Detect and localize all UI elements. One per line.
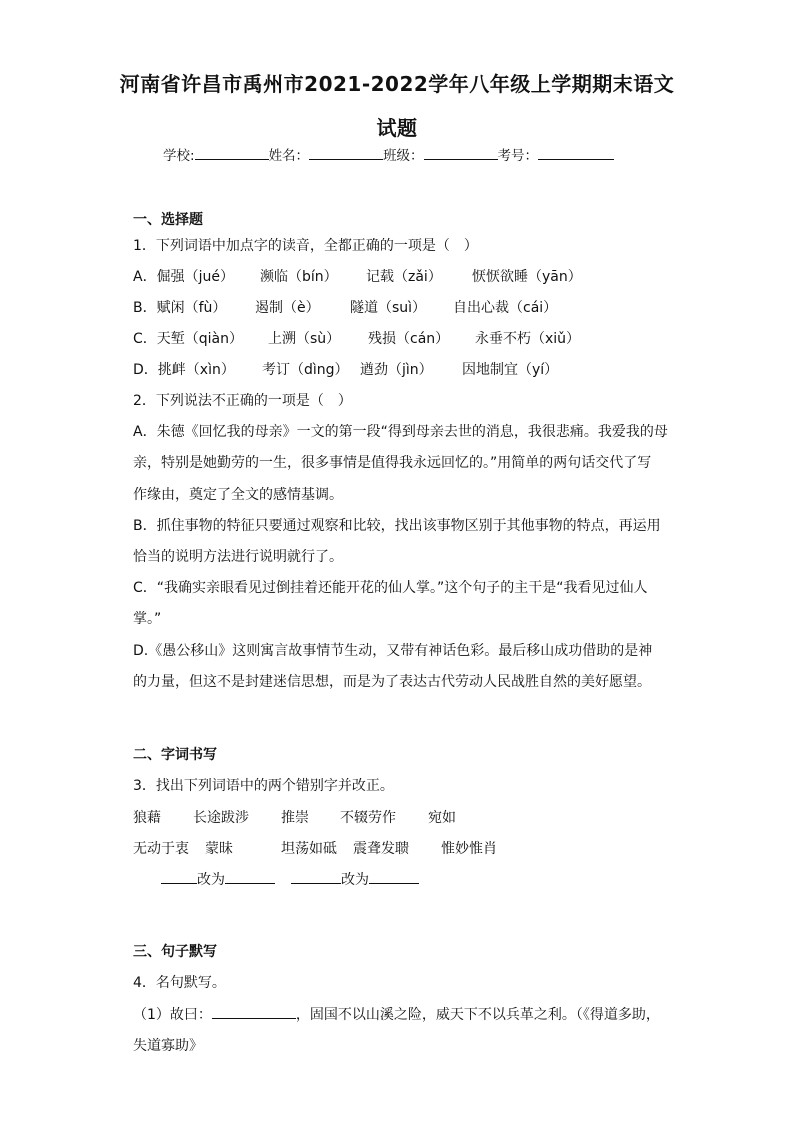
correct-char-field-1[interactable] (225, 869, 275, 884)
option-b-3: 隧道（suì） (350, 300, 427, 316)
word-item: 长途跋涉 (193, 810, 249, 826)
word-item: 不辍劳作 (340, 810, 396, 826)
option-d-4: 因地制宜（yí） (462, 362, 559, 378)
option-c-1: C．天堑（qiàn） (133, 331, 244, 347)
q2-option-b: B．抓住事物的特征只要通过观察和比较，找出该事物区别于其他事物的特点，再运用 (133, 518, 661, 534)
name-field[interactable] (309, 145, 383, 160)
word-item: 狼藉 (133, 810, 161, 826)
word-item: 宛如 (428, 810, 456, 826)
change-to-label: 改为 (197, 872, 225, 888)
class-field[interactable] (424, 145, 498, 160)
option-b-2: 遏制（è） (255, 300, 320, 316)
option-a-1: A．倔强（jué） (133, 269, 234, 285)
q2-option-d: D.《愚公移山》这则寓言故事情节生动，又带有神话色彩。最后移山成功借助的是神 (133, 643, 653, 659)
option-b-1: B．赋闲（fù） (133, 300, 227, 316)
question-stem: 4．名句默写。 (133, 975, 226, 991)
class-label: 班级： (383, 148, 424, 164)
word-item: 蒙昧 (205, 841, 233, 857)
answer-field-1[interactable] (212, 1004, 296, 1019)
page-title: 河南省许昌市禹州市2021-2022学年八年级上学期期末语文 (119, 72, 675, 96)
recitation-item: （1）故曰： ，固国不以山溪之险，威天下不以兵革之利。（《得道多助， (133, 1004, 660, 1024)
correction-row (161, 869, 419, 889)
section-heading: 二、字词书写 (133, 747, 217, 763)
option-c-2: 上溯（sù） (268, 331, 341, 347)
change-to-label: 改为 (341, 872, 369, 888)
option-d-2: 考订（dìng） (262, 362, 349, 378)
correct-char-field-2[interactable] (369, 869, 419, 884)
name-label: 姓名： (268, 148, 310, 164)
option-a-3: 记载（zǎi） (366, 269, 442, 285)
exam-no-field[interactable] (538, 145, 614, 160)
school-field[interactable] (195, 145, 269, 160)
option-c-4: 永垂不朽（xiǔ） (475, 331, 581, 347)
q2-option-c-cont: 掌。” (133, 611, 162, 627)
option-c-3: 残损（cán） (368, 331, 450, 347)
question-stem: 3．找出下列词语中的两个错别字并改正。 (133, 778, 394, 794)
school-label: 学校: (163, 148, 195, 164)
exam-no-label: 考号： (497, 148, 539, 164)
recitation-item-cont: 失道寡助》 (133, 1038, 203, 1054)
q2-option-a-cont: 作缘由，奠定了全文的感情基调。 (133, 487, 343, 503)
wrong-char-field-2[interactable] (291, 869, 341, 884)
section-heading: 一、选择题 (133, 212, 203, 228)
option-a-4: 恹恹欲睡（yān） (472, 269, 582, 285)
q2-option-d-cont: 的力量，但这不是封建迷信思想，而是为了表达古代劳动人民战胜自然的美好愿望。 (133, 674, 651, 690)
word-item: 无动于衷 (133, 841, 189, 857)
q2-option-a: A．朱德《回忆我的母亲》一文的第一段“得到母亲去世的消息，我很悲痛。我爱我的母 (133, 424, 668, 440)
option-d-3: 遒劲（jìn） (360, 362, 433, 378)
option-b-4: 自出心裁（cái） (453, 300, 558, 316)
word-item: 推崇 (281, 810, 309, 826)
section-heading: 三、句子默写 (133, 944, 217, 960)
option-a-2: 濒临（bín） (260, 269, 338, 285)
q2-option-b-cont: 恰当的说明方法进行说明就行了。 (133, 549, 343, 565)
q2-option-c: C．“我确实亲眼看见过倒挂着还能开花的仙人掌。”这个句子的主干是“我看见过仙人 (133, 580, 648, 596)
option-d-1: D．挑衅（xìn） (133, 362, 235, 378)
word-item: 坦荡如砥 (281, 841, 337, 857)
page-title-line2: 试题 (376, 116, 418, 140)
question-stem: 2．下列说法不正确的一项是（ ） (133, 393, 352, 409)
question-stem: 1．下列词语中加点字的读音，全都正确的一项是（ ） (133, 238, 478, 254)
student-info-row (163, 144, 614, 164)
word-item: 震聋发聩 (353, 841, 409, 857)
wrong-char-field-1[interactable] (161, 869, 197, 884)
word-item: 惟妙惟肖 (441, 841, 497, 857)
q2-option-a-cont: 亲，特别是她勤劳的一生，很多事情是值得我永远回忆的。”用简单的两句话交代了写 (133, 455, 652, 471)
